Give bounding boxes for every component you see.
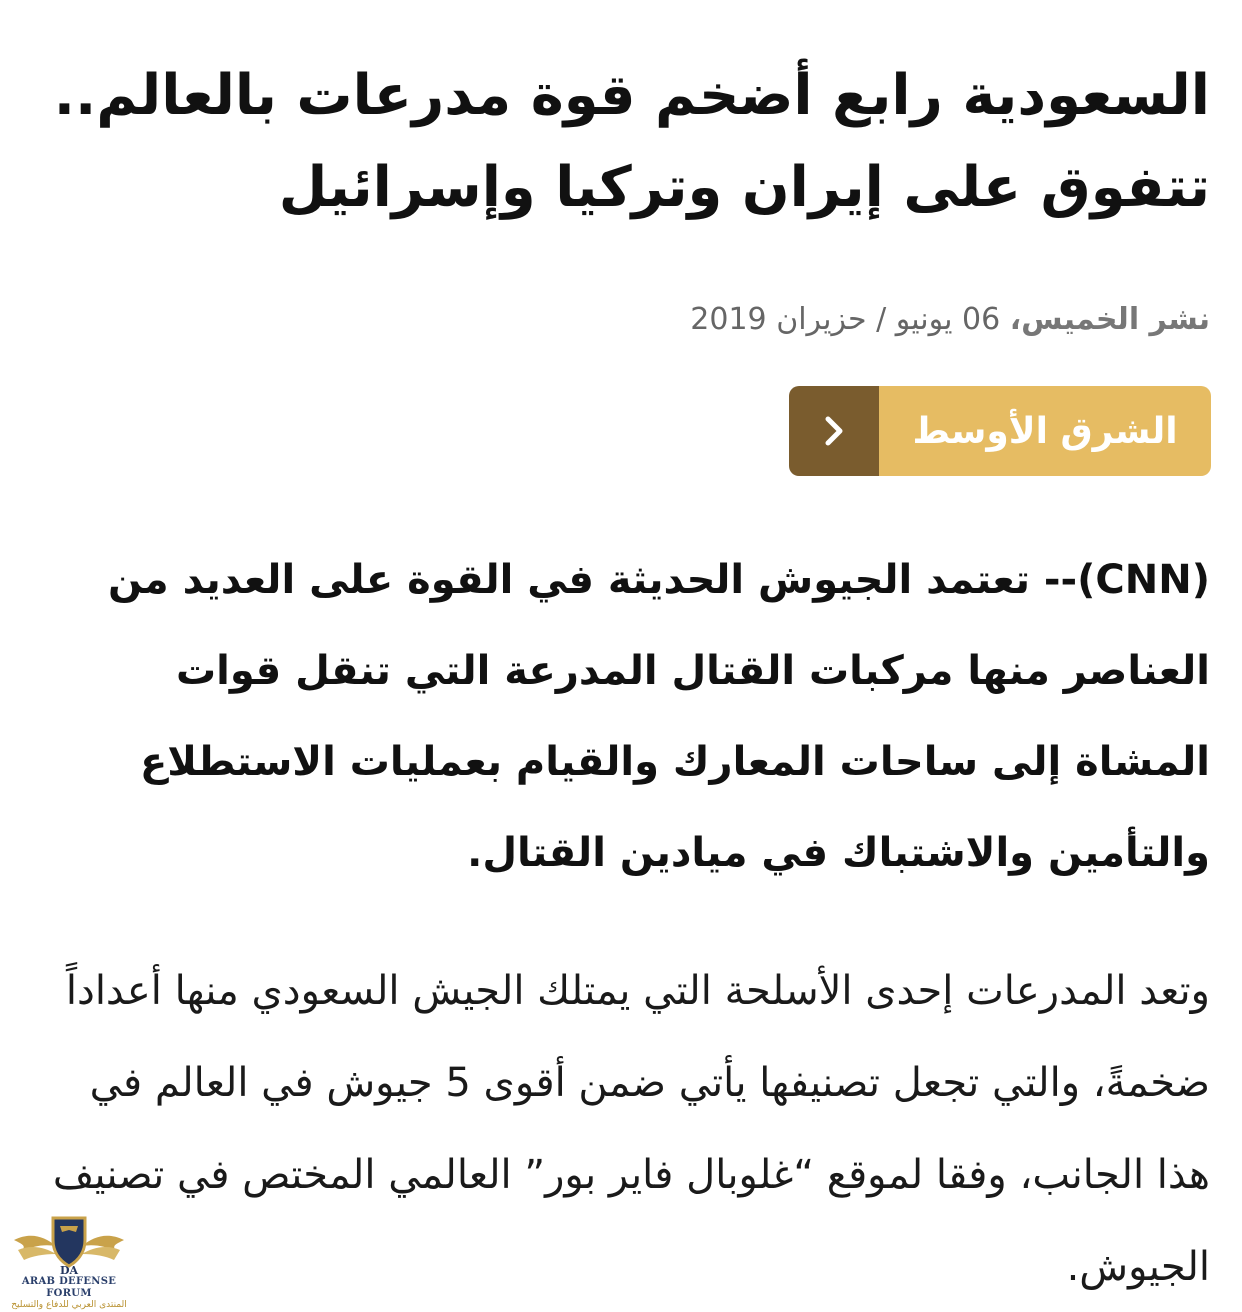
forum-logo-icon xyxy=(10,1210,128,1276)
forum-title: ARAB DEFENSE FORUM xyxy=(21,1276,117,1299)
arab-defense-forum-watermark xyxy=(6,1210,132,1310)
article-lead-paragraph: (CNN)-- تعتمد الجيوش الحديثة في القوة على العديد من العناصر منها مركبات القتال المدرعة التي تنقل قوات المشاة إلى ساحات المعارك والقيام بعمليات الاستطلاع والتأمين والاشتباك في ميادين القتال. xyxy=(107,557,1210,876)
source-tag-button[interactable] xyxy=(789,386,1211,476)
source-tag-label: الشرق الأوسط xyxy=(879,386,1211,476)
publish-label: نشر الخميس، xyxy=(1009,302,1210,337)
article-meta xyxy=(690,296,1210,344)
svg-text:DA: DA xyxy=(59,1264,79,1276)
article-headline: السعودية رابع أضخم قوة مدرعات بالعالم.. تتفوق على إيران وتركيا وإسرائيل xyxy=(53,63,1210,220)
publish-date: 06 يونيو / حزيران 2019 xyxy=(690,302,1010,337)
forum-subtitle: المنتدى العربي للدفاع والتسليح xyxy=(11,1300,127,1310)
chevron-right-icon xyxy=(789,386,879,476)
article-body-paragraph: وتعد المدرعات إحدى الأسلحة التي يمتلك الجيش السعودي منها أعداداً ضخمةً، والتي تجعل تصنيفها يأتي ضمن أقوى 5 جيوش في العالم في هذا الجانب، وفقا لموقع “غلوبال فاير بور” العالمي المختص في تصنيف الجيوش. xyxy=(52,968,1210,1290)
